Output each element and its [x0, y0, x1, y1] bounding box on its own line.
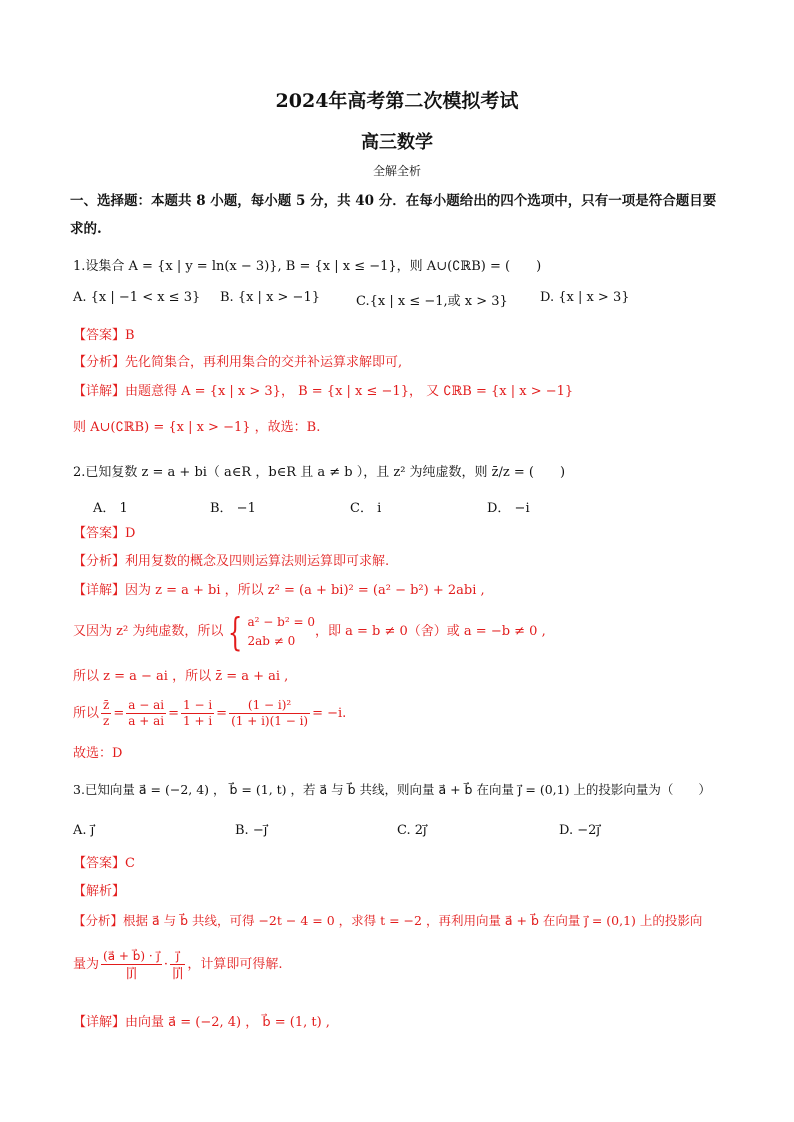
q3-option-d: D. −2j⃗	[559, 823, 600, 838]
q2-detail-4-pre: 所以	[73, 706, 100, 721]
q2-fraction-4-num: (1 − i)²	[229, 698, 310, 714]
q3-fraction-1-num: (a⃗ + b⃗) · j⃗	[103, 949, 160, 963]
q2-detail-4: 所以 $\frac{z̄}{z}$ = $\frac{a - ai}{a + ai}$ = $\frac{1 - i}{1 + i}$ = $\frac{\text{(1 − i)²}}{(1 + i)(1 - i)}$ = −i.	[73, 698, 347, 728]
q1-option-b: B. {x | x > −1}	[220, 290, 320, 305]
q2-fraction-3-num: 1 − i	[183, 698, 213, 712]
q3-detail: 【详解】由向量 a⃗ = (−2, 4) ， b⃗ = (1, t) ,	[73, 1015, 330, 1030]
q3-analysis-2-post: ，计算即可得解.	[187, 957, 283, 972]
q3-fraction-1	[101, 949, 162, 980]
q2-detail-4-post: = −i.	[312, 706, 347, 721]
q1-stem: 1.设集合 A = {x | y = ln(x − 3)}, B = {x | x ≤ −1}，则 A∪(∁ℝB) = ( )	[73, 259, 542, 274]
q2-option-a: A． 1	[93, 501, 128, 516]
q3-answer: 【答案】C	[73, 856, 135, 871]
q2-system	[248, 613, 315, 651]
q1-option-a: A. {x | −1 < x ≤ 3}	[73, 290, 201, 305]
q2-answer: 【答案】D	[73, 526, 136, 541]
q3-analysis-2: 量为 $\frac{(a⃗ + b⃗) \cdot j⃗}{|j⃗|}$ · $\frac{j⃗}{|j⃗|}$ ，计算即可得解.	[73, 949, 283, 979]
exam-note: 全解全析	[372, 164, 421, 178]
q3-fraction-2	[170, 949, 185, 980]
q1-option-d: D. {x | x > 3}	[540, 290, 630, 305]
section-heading-line1: 一、选择题：本题共 8 小题，每小题 5 分，共 40 分．在每小题给出的四个选项中，只有一项是符合题目要	[70, 193, 717, 209]
q2-detail-2-pre: 又因为 z² 为纯虚数，所以	[73, 624, 224, 639]
exam-title: 2024年高考第二次模拟考试	[275, 90, 519, 112]
q2-fraction-1	[101, 698, 111, 729]
q2-fraction-4-den: (1 + i)(1 − i)	[231, 714, 309, 728]
q3-fraction-2-num: j⃗	[170, 949, 185, 965]
q2-option-d: D． −i	[487, 501, 530, 516]
q2-fraction-2-den: a + ai	[128, 714, 165, 728]
q2-fraction-2-num: a − ai	[128, 698, 165, 712]
q2-fraction-4	[229, 698, 310, 729]
q3-option-b: B. −j⃗	[235, 823, 268, 838]
exam-subtitle: 高三数学	[361, 132, 433, 153]
q3-fraction-2-den: |j⃗|	[171, 965, 184, 979]
q1-detail: 【详解】由题意得 A = {x | x > 3}， B = {x | x ≤ −1}， 又 ∁ℝB = {x | x > −1}	[73, 384, 574, 399]
q1-option-c: C.{x | x ≤ −1,或 x > 3}	[356, 294, 508, 309]
q3-option-c: C. 2j⃗	[397, 823, 427, 838]
q3-stem: 3.已知向量 a⃗ = (−2, 4) ， b⃗ = (1, t) ，若 a⃗ 与 b⃗ 共线，则向量 a⃗ + b⃗ 在向量 j⃗ = (0,1) 上的投影向量为（ ）	[73, 782, 711, 797]
q2-fraction-1-num: z̄	[103, 698, 110, 712]
q2-fraction-1-den: z	[103, 714, 110, 728]
q2-detail-2	[73, 609, 546, 654]
q2-analysis: 【分析】利用复数的概念及四则运算法则运算即可求解.	[73, 554, 390, 569]
q3-analysis-2-pre: 量为	[73, 957, 100, 972]
section-heading-line2: 求的.	[70, 221, 102, 237]
q2-option-c: C． i	[350, 501, 382, 516]
q2-option-b: B． −1	[210, 501, 256, 516]
q3-jiexi: 【解析】	[73, 884, 126, 899]
q3-analysis-1: 【分析】根据 a⃗ 与 b⃗ 共线，可得 −2t − 4 = 0 ，求得 t = −2 ，再利用向量 a⃗ + b⃗ 在向量 j⃗ = (0,1) 上的投影向	[73, 913, 703, 928]
q2-system-eq1: a² − b² = 0	[247, 614, 315, 629]
q2-fraction-3-den: 1 + i	[183, 714, 213, 728]
q2-stem: 2.已知复数 z = a + bi（ a∈R ，b∈R 且 a ≠ b ），且 z² 为纯虚数，则 z̄/z = ( )	[73, 465, 566, 480]
left-brace-icon: {	[228, 609, 243, 654]
q1-analysis: 【分析】先化简集合，再利用集合的交并补运算求解即可,	[73, 355, 403, 370]
q2-detail-3: 所以 z = a − ai ，所以 z̄ = a + ai ,	[73, 669, 289, 684]
q2-detail-2-post: ，即 a = b ≠ 0（舍）或 a = −b ≠ 0 ,	[314, 624, 546, 639]
q1-answer: 【答案】B	[73, 328, 135, 343]
q2-conclusion: 故选：D	[73, 746, 123, 761]
q3-fraction-1-den: |j⃗|	[125, 965, 138, 979]
q1-detail-2: 则 A∪(∁ℝB) = {x | x > −1} ，故选：B.	[73, 420, 321, 435]
q2-fraction-2	[126, 698, 166, 729]
q2-system-eq2: 2ab ≠ 0	[247, 633, 296, 648]
q3-option-a: A. j⃗	[73, 823, 95, 838]
q2-fraction-3	[181, 698, 214, 729]
q2-detail-1: 【详解】因为 z = a + bi ，所以 z² = (a + bi)² = (a² − b²) + 2abi ,	[73, 583, 485, 598]
